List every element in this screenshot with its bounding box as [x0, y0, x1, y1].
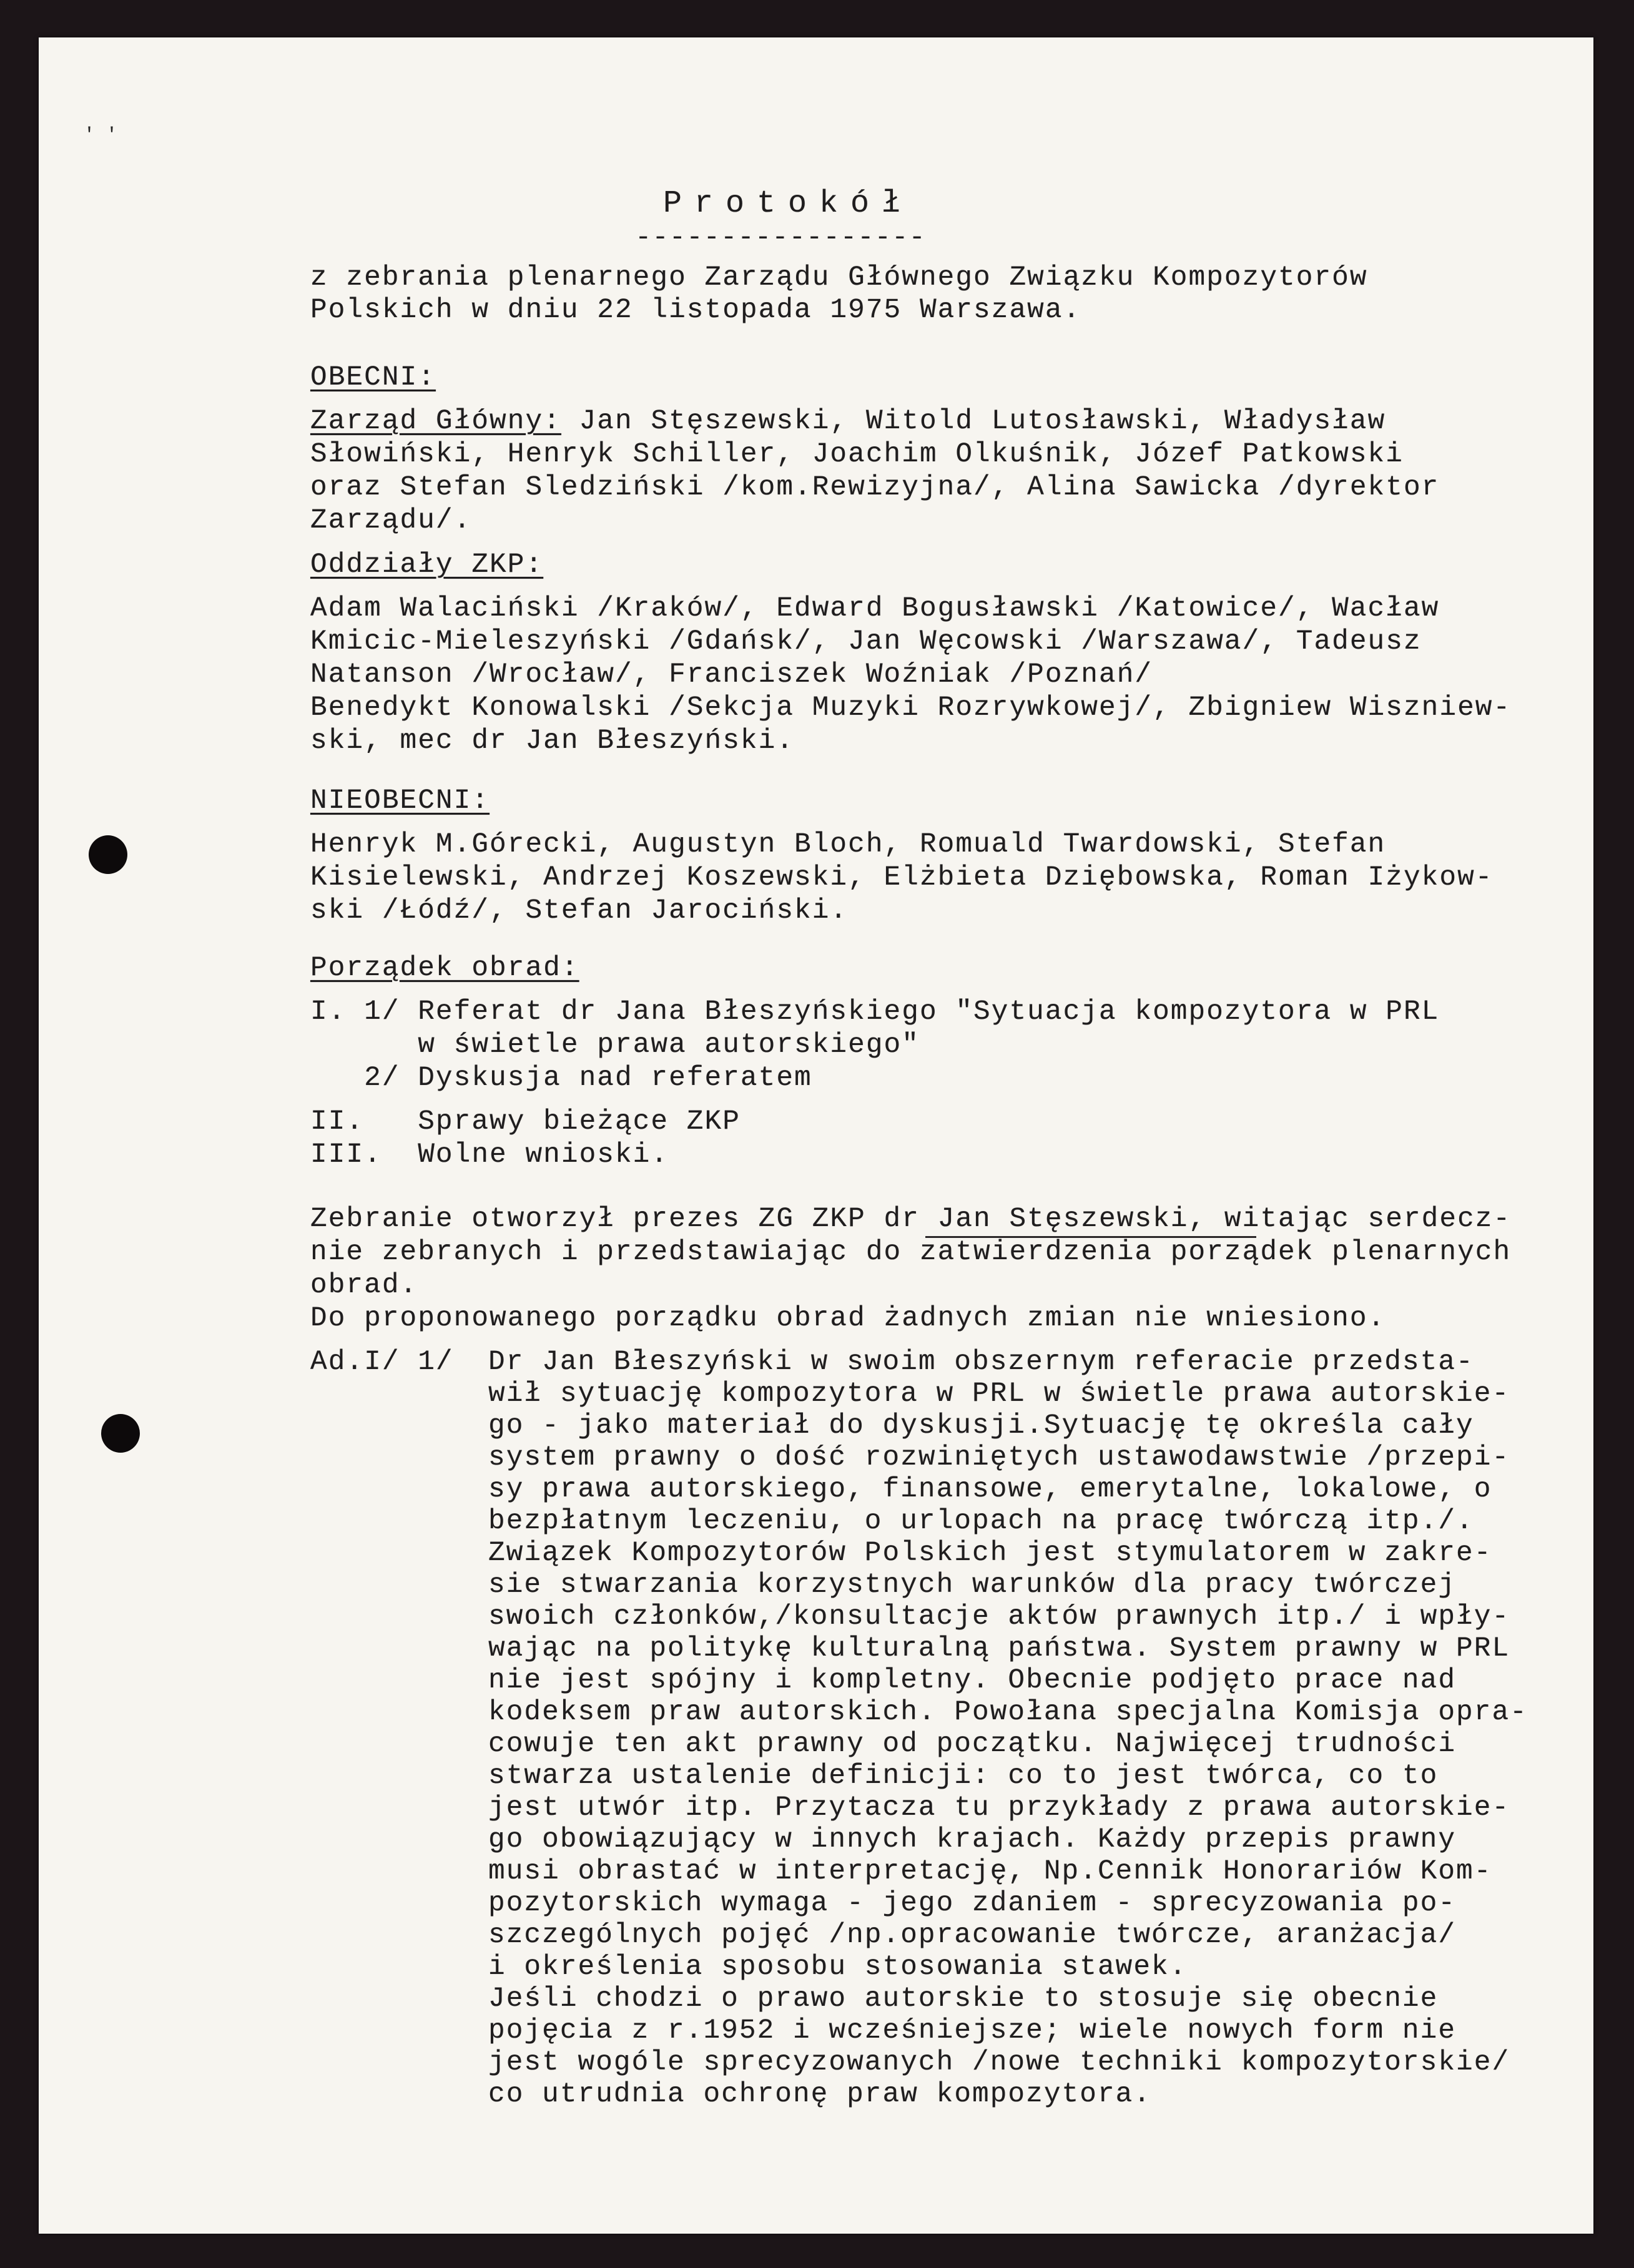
opening-line: obrad. — [310, 1270, 418, 1301]
punch-hole-lower — [101, 1414, 140, 1453]
absent-line: Kisielewski, Andrzej Koszewski, Elżbieta Dziębowska, Roman Iżykow- — [310, 862, 1494, 893]
ad-line: jest wogóle sprecyzowanych /nowe techniki kompozytorskie/ — [488, 2047, 1510, 2078]
ad-line: Jeśli chodzi o prawo autorskie to stosuje się obecnie — [488, 1983, 1439, 2015]
branches-line: Adam Walaciński /Kraków/, Edward Bogusławski /Katowice/, Wacław — [310, 593, 1440, 624]
ad-line: wił sytuację kompozytora w PRL w świetle prawa autorskie- — [488, 1378, 1510, 1410]
opening-line: Zebranie otworzył prezes ZG ZKP dr Jan Stęszewski, witając serdecz- — [310, 1204, 1512, 1235]
intro-line: z zebrania plenarnego Zarządu Głównego Związku Kompozytorów — [310, 262, 1368, 293]
ad-line: kodeksem praw autorskich. Powołana specjalna Komisja opra- — [488, 1697, 1528, 1728]
opening-line: Do proponowanego porządku obrad żadnych zmian nie wniesiono. — [310, 1303, 1386, 1334]
ad-line: Związek Kompozytorów Polskich jest stymulatorem w zakre- — [488, 1538, 1492, 1569]
document-page — [39, 37, 1593, 2234]
ad-line: go - jako materiał do dyskusji.Sytuację tę określa cały — [488, 1410, 1474, 1441]
ad-line: sy prawa autorskiego, finansowe, emerytalne, lokalowe, o — [488, 1474, 1492, 1505]
present-heading: OBECNI: — [310, 362, 436, 393]
agenda-heading: Porządek obrad: — [310, 953, 579, 984]
ad-line: bezpłatnym leczeniu, o urlopach na pracę twórczą itp./. — [488, 1506, 1474, 1537]
ad-line: go obowiązujący w innych krajach. Każdy przepis prawny — [488, 1824, 1457, 1855]
punch-hole-upper — [89, 835, 127, 874]
agenda-item: II. Sprawy bieżące ZKP — [310, 1106, 741, 1137]
ad-label: Ad.I/ 1/ — [310, 1347, 454, 1378]
board-line: Słowiński, Henryk Schiller, Joachim Olkuśnik, Józef Patkowski — [310, 439, 1404, 470]
ad-line: pojęcia z r.1952 i wcześniejsze; wiele nowych form nie — [488, 2015, 1457, 2046]
ad-line: pozytorskich wymaga - jego zdaniem - sprecyzowania po- — [488, 1888, 1457, 1919]
ad-line: co utrudnia ochronę praw kompozytora. — [488, 2079, 1152, 2110]
ad-line: cowuje ten akt prawny od początku. Najwięcej trudności — [488, 1729, 1457, 1760]
ad-line: system prawny o dość rozwiniętych ustawodawstwie /przepi- — [488, 1442, 1510, 1473]
agenda-item: I. 1/ Referat dr Jana Błeszyńskiego "Sytuacja kompozytora w PRL — [310, 996, 1440, 1028]
branches-heading: Oddziały ZKP: — [310, 549, 544, 581]
absent-heading: NIEOBECNI: — [310, 785, 490, 817]
board-line: oraz Stefan Sledziński /kom.Rewizyjna/, Alina Sawicka /dyrektor — [310, 472, 1440, 503]
board-line-first — [310, 406, 1385, 438]
branches-line: Natanson /Wrocław/, Franciszek Woźniak /Poznań/ — [310, 659, 1153, 690]
ad-line: wając na politykę kulturalną państwa. System prawny w PRL — [488, 1633, 1510, 1664]
board-names-start: Jan Stęszewski, Witold Lutosławski, Władysław — [561, 406, 1386, 437]
corner-mark: ' ' — [84, 125, 118, 146]
document-title: Protokół — [663, 186, 913, 222]
branches-line: Kmicic-Mieleszyński /Gdańsk/, Jan Węcowski /Warszawa/, Tadeusz — [310, 626, 1422, 657]
ad-line: swoich członków,/konsultacje aktów prawnych itp./ i wpły- — [488, 1601, 1510, 1632]
opening-line: nie zebranych i przedstawiając do zatwierdzenia porządek plenarnych — [310, 1237, 1512, 1268]
absent-line: ski /Łódź/, Stefan Jarociński. — [310, 895, 849, 926]
ad-line: Dr Jan Błeszyński w swoim obszernym referacie przedsta- — [488, 1347, 1474, 1378]
board-heading: Zarząd Główny: — [310, 406, 561, 437]
absent-line: Henryk M.Górecki, Augustyn Bloch, Romuald Twardowski, Stefan — [310, 829, 1386, 860]
ad-line: nie jest spójny i kompletny. Obecnie podjęto prace nad — [488, 1665, 1457, 1696]
intro-line: Polskich w dniu 22 listopada 1975 Warszawa. — [310, 295, 1081, 326]
branches-line: Benedykt Konowalski /Sekcja Muzyki Rozrywkowej/, Zbigniew Wiszniew- — [310, 692, 1512, 724]
branches-line: ski, mec dr Jan Błeszyński. — [310, 725, 795, 757]
ad-line: musi obrastać w interpretację, Np.Cennik Honorariów Kom- — [488, 1856, 1492, 1887]
board-line: Zarządu/. — [310, 505, 472, 536]
agenda-item: w świetle prawa autorskiego" — [310, 1029, 920, 1061]
title-underline: ----------------- — [635, 222, 926, 253]
ad-line: i określenia sposobu stosowania stawek. — [488, 1951, 1188, 1983]
agenda-item: III. Wolne wnioski. — [310, 1139, 669, 1171]
ad-line: sie stwarzania korzystnych warunków dla pracy twórczej — [488, 1569, 1457, 1601]
ad-line: jest utwór itp. Przytacza tu przykłady z prawa autorskie- — [488, 1792, 1510, 1824]
ad-line: szczególnych pojęć /np.opracowanie twórcze, aranżacja/ — [488, 1920, 1457, 1951]
ad-line: stwarza ustalenie definicji: co to jest twórca, co to — [488, 1760, 1439, 1792]
agenda-item: 2/ Dyskusja nad referatem — [310, 1063, 812, 1094]
